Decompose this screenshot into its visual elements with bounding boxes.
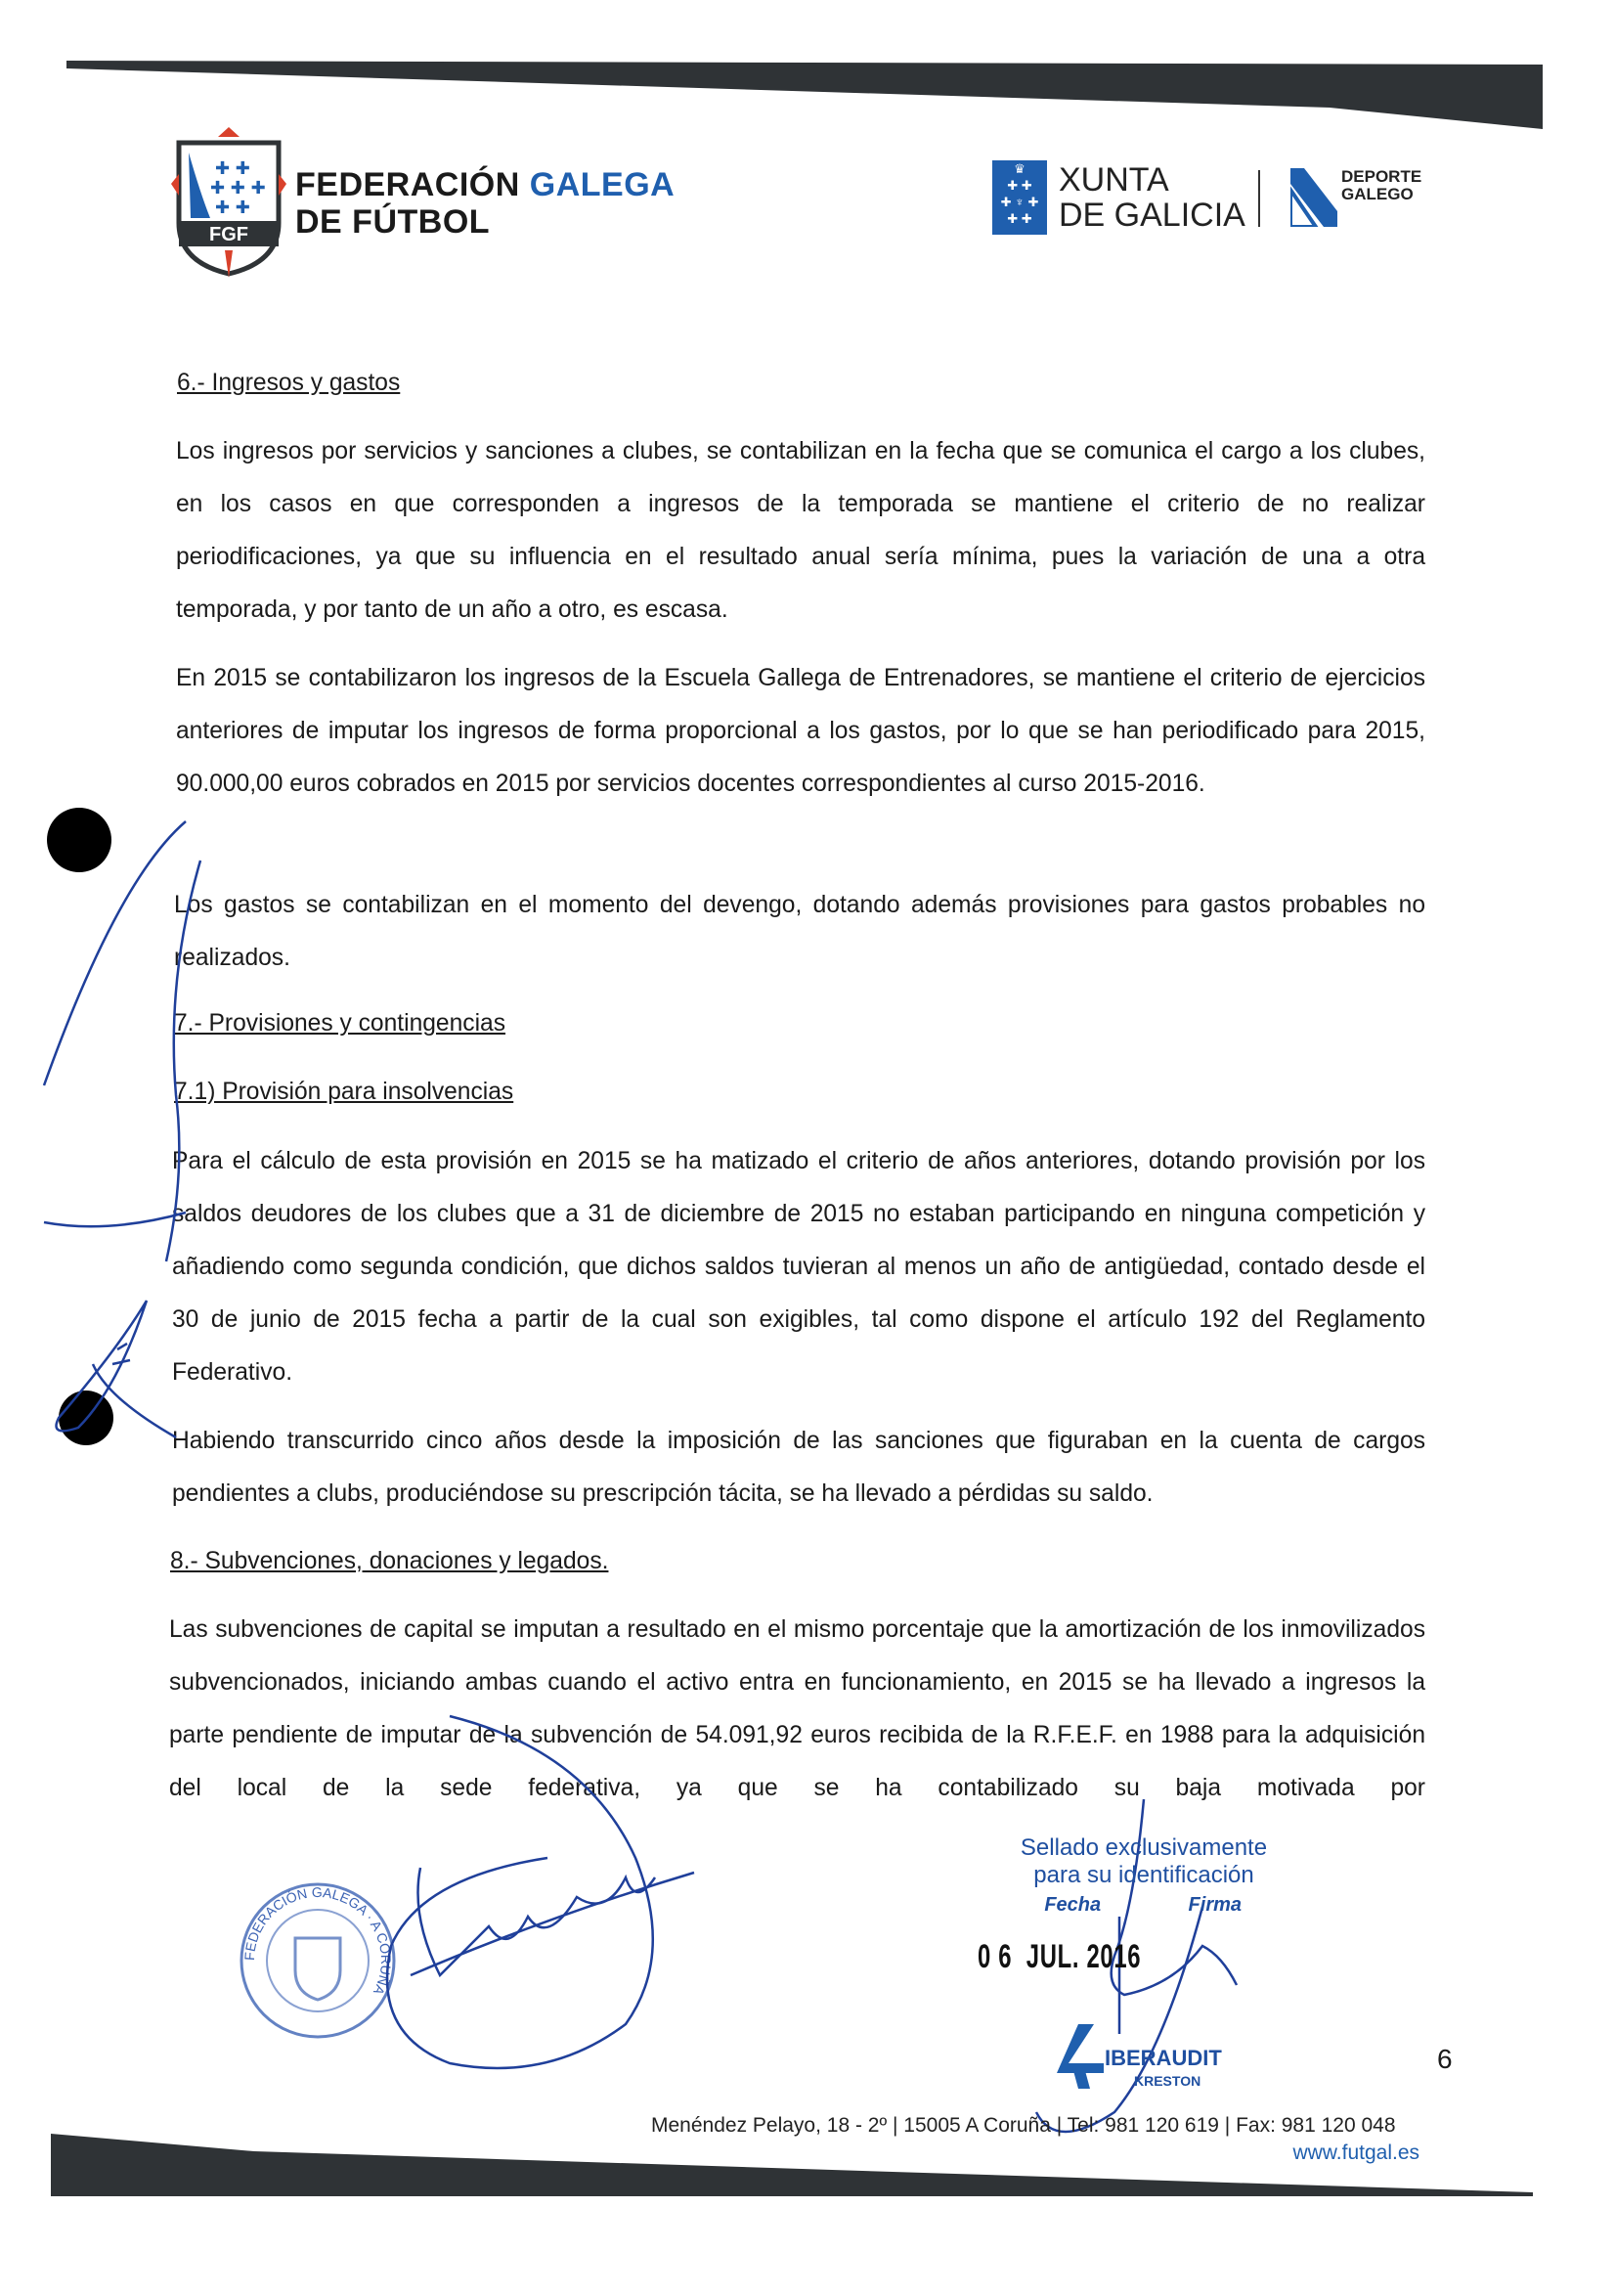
audit-stamp bbox=[978, 1834, 1310, 1919]
svg-text:✚ ✚: ✚ ✚ bbox=[215, 158, 250, 179]
section-7-1-paragraph-1: Para el cálculo de esta provisión en 2015 se ha matizado el criterio de años anteriores, dotando provisión por los saldos deudores de los clubes que a 31 de diciembre de 2015 no estaban participando en ninguna competición y añadiendo como segunda condición, que dichos saldos tuvieran al menos un año de antigüedad, contado desde el 30 de junio de 2015 fecha a partir de la cual son exigibles, tal como dispone el artículo 192 del Reglamento Federativo. bbox=[172, 1148, 1425, 1386]
section-8-title: 8.- Subvenciones, donaciones y legados. bbox=[170, 1548, 609, 1574]
svg-text:✚ ✚: ✚ ✚ bbox=[215, 198, 250, 218]
section-6-paragraph-1: Los ingresos por servicios y sanciones a clubes, se contabilizan en la fecha que se comunica el cargo a los clubes, en los casos en que corresponden a ingresos de la temporada se mantiene el criterio de no realizar periodificaciones, ya que su influencia en el resultado anual sería mínima, pues la variación de una a otra temporada, y por tanto de un año a otro, es escasa. bbox=[176, 438, 1425, 623]
section-7-title: 7.- Provisiones y contingencias bbox=[174, 1010, 506, 1037]
logo-divider bbox=[1258, 170, 1260, 227]
section-7-1-title: 7.1) Provisión para insolvencias bbox=[174, 1079, 514, 1105]
xunta-emblem-icon: ♛ ✚ ✚ ✚ ♆ ✚ ✚ ✚ bbox=[992, 160, 1047, 235]
stamp-date: 0 6 JUL. 2016 bbox=[978, 1938, 1142, 1975]
stamp-auditor-sub: KRESTON bbox=[1134, 2073, 1201, 2089]
svg-text:✚ ✚ ✚: ✚ ✚ ✚ bbox=[210, 178, 266, 199]
deporte-line1: DEPORTE bbox=[1341, 167, 1422, 186]
punch-hole bbox=[59, 1391, 113, 1445]
deporte-line2: GALEGO bbox=[1341, 185, 1414, 203]
xunta-line1: XUNTA bbox=[1059, 161, 1169, 199]
iberaudit-logo-icon bbox=[1049, 2024, 1106, 2089]
deporte-galego-icon bbox=[1290, 168, 1337, 227]
footer-address: Menéndez Pelayo, 18 - 2º | 15005 A Coruña | Tel: 981 120 619 | Fax: 981 120 048 bbox=[651, 2114, 1396, 2137]
footer-website[interactable]: www.futgal.es bbox=[1292, 2141, 1419, 2164]
federation-seal bbox=[235, 1877, 401, 2044]
svg-text:FEDERACIÓN GALEGA · A CORUÑA: FEDERACIÓN GALEGA · A CORUÑA bbox=[240, 1883, 395, 1998]
stamp-line2: para su identificación bbox=[1033, 1862, 1254, 1888]
stamp-line1: Sellado exclusivamente bbox=[1020, 1834, 1268, 1861]
org-name-line2: DE FÚTBOL bbox=[295, 203, 491, 241]
org-name-galega: GALEGA bbox=[529, 166, 676, 203]
svg-text:FGF: FGF bbox=[209, 224, 248, 245]
section-6-paragraph-3: Los gastos se contabilizan en el momento del devengo, dotando además provisiones para gastos probables no realizados. bbox=[174, 892, 1425, 971]
punch-hole bbox=[47, 808, 111, 872]
stamp-firma-label: Firma bbox=[1188, 1894, 1243, 1916]
stamp-fecha-label: Fecha bbox=[1044, 1894, 1102, 1916]
section-7-1-paragraph-2: Habiendo transcurrido cinco años desde la imposición de las sanciones que figuraban en la cuenta de cargos pendientes a clubs, produciéndose su prescripción tácita, se ha llevado a pérdidas su saldo. bbox=[172, 1428, 1425, 1507]
org-name bbox=[295, 166, 675, 241]
xunta-name bbox=[1059, 162, 1245, 233]
org-name-line1: FEDERACIÓN bbox=[295, 166, 520, 203]
page-number: 6 bbox=[1437, 2044, 1453, 2074]
section-6-title: 6.- Ingresos y gastos bbox=[177, 370, 401, 396]
stamp-auditor: IBERAUDIT bbox=[1105, 2046, 1222, 2070]
deporte-galego bbox=[1341, 168, 1421, 203]
footer-bar bbox=[0, 2122, 1615, 2210]
section-6-paragraph-2: En 2015 se contabilizaron los ingresos de la Escuela Gallega de Entrenadores, se mantiene el criterio de ejercicios anteriores de imputar los ingresos de forma proporcional a los gastos, por lo que se han periodificado para 2015, 90.000,00 euros cobrados en 2015 por servicios docentes correspondientes al curso 2015-2016. bbox=[176, 665, 1425, 797]
section-8-paragraph-1: Las subvenciones de capital se imputan a resultado en el mismo porcentaje que la amortización de los inmovilizados subvencionados, iniciando ambas cuando el activo entra en funcionamiento, en 2015 se ha llevado a ingresos la parte pendiente de imputar de la subvención de 54.091,92 euros recibida de la R.F.E.F. en 1988 para la adquisición del local de la sede federativa, ya que se ha contabilizado su baja motivada por bbox=[169, 1616, 1425, 1801]
xunta-line2: DE GALICIA bbox=[1059, 197, 1245, 234]
fgf-shield-logo bbox=[171, 125, 286, 282]
